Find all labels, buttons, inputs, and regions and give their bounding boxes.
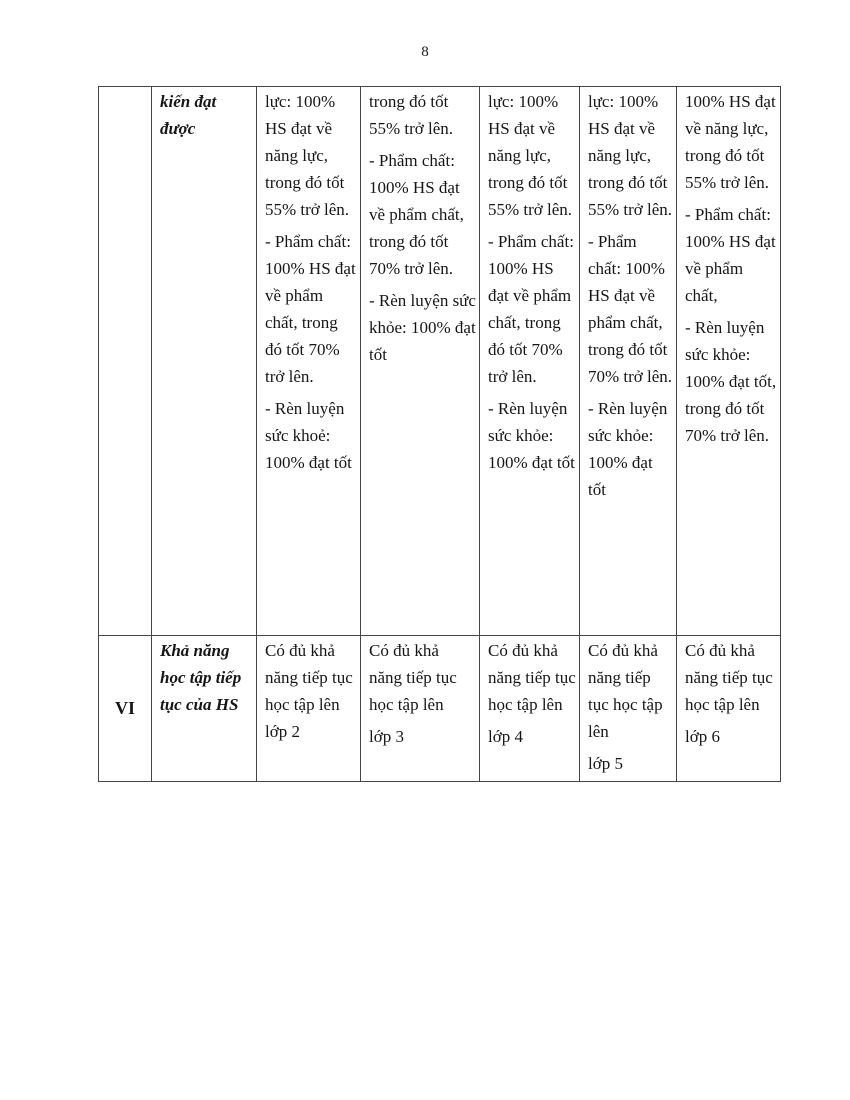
table-cell — [257, 87, 361, 636]
cell-paragraph: lực: 100% HS đạt về năng lực, trong đó tốt 55% trở lên. — [588, 92, 673, 219]
cell-paragraph: - Rèn luyện sức khỏe: 100% đạt tốt — [588, 399, 668, 499]
cell-paragraph: lực: 100% HS đạt về năng lực, trong đó tốt 55% trở lên. — [265, 92, 350, 219]
table-row — [99, 636, 781, 782]
cell-paragraph: 100% HS đạt về năng lực, trong đó tốt 55% trở lên. — [685, 92, 776, 192]
cell-paragraph: Có đủ khả năng tiếp tục học tập lên — [369, 641, 457, 714]
table-cell — [361, 87, 480, 636]
cell-paragraph: - Phẩm chất: 100% HS đạt về phẩm chất, trong đó tốt 70% trở lên. — [265, 232, 356, 386]
cell-paragraph: lớp 4 — [488, 727, 523, 746]
cell-paragraph: - Rèn luyện sức khỏe: 100% đạt tốt, trong đó tốt 70% trở lên. — [685, 318, 777, 445]
cell-paragraph: lớp 3 — [369, 727, 404, 746]
cell-paragraph: - Phẩm chất: 100% HS đạt về phẩm chất, trong đó tốt 70% trở lên. — [588, 232, 673, 386]
cell-paragraph: lớp 6 — [685, 727, 720, 746]
cell-paragraph: - Rèn luyện sức khỏe: 100% đạt tốt — [369, 291, 476, 364]
cell-paragraph: - Phẩm chất: 100% HS đạt về phẩm chất, — [685, 205, 776, 305]
row-header-cell — [152, 87, 257, 636]
cell-paragraph: - Phẩm chất: 100% HS đạt về phẩm chất, trong đó tốt 70% trở lên. — [369, 151, 464, 278]
table-cell — [677, 87, 781, 636]
table-cell — [677, 636, 781, 782]
page-number: 8 — [421, 44, 429, 60]
table-cell — [580, 87, 677, 636]
cell-paragraph: - Rèn luyện sức khỏe: 100% đạt tốt — [488, 399, 575, 472]
cell-paragraph: Có đủ khả năng tiếp tục học tập lên — [488, 641, 576, 714]
row-index-cell — [99, 87, 152, 636]
table-cell — [480, 87, 580, 636]
table-row — [99, 87, 781, 636]
cell-paragraph: Có đủ khả năng tiếp tục học tập lên — [685, 641, 773, 714]
cell-paragraph: - Rèn luyện sức khoẻ: 100% đạt tốt — [265, 399, 352, 472]
cell-paragraph: - Phẩm chất: 100% HS đạt về phẩm chất, trong đó tốt 70% trở lên. — [488, 232, 574, 386]
table-cell — [480, 636, 580, 782]
cell-paragraph: lớp 5 — [588, 754, 623, 773]
cell-paragraph: trong đó tốt 55% trở lên. — [369, 92, 454, 138]
row-header-text: kiến đạt được — [160, 92, 217, 138]
table-cell — [257, 636, 361, 782]
cell-paragraph: lực: 100% HS đạt về năng lực, trong đó tốt 55% trở lên. — [488, 92, 573, 219]
table-cell — [361, 636, 480, 782]
row-index-cell: VI — [99, 636, 152, 782]
cell-paragraph: Có đủ khả năng tiếp tục học tập lên lớp 2 — [265, 641, 353, 741]
row-header-cell — [152, 636, 257, 782]
cell-paragraph: Có đủ khả năng tiếp tục học tập lên — [588, 641, 663, 741]
row-header-text: Khả năng học tập tiếp tục của HS — [160, 641, 242, 714]
table-cell — [580, 636, 677, 782]
criteria-table — [98, 86, 781, 782]
